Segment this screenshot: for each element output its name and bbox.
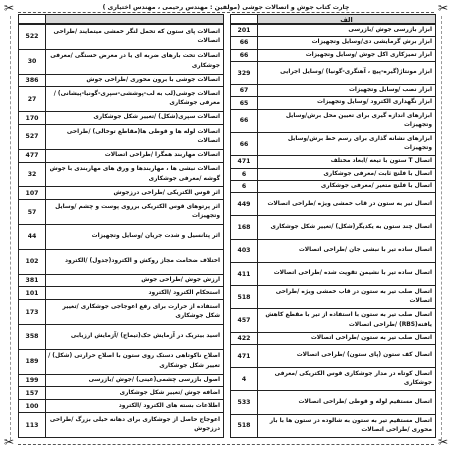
table-row [231,240,435,263]
row-page-number: 27 [19,87,46,111]
row-page-number: 522 [19,25,46,49]
table-row [19,413,223,438]
row-title-text: اتصال با فلنچ متغیر /معرفی جوشکاری [320,182,432,189]
table-row [19,200,223,225]
row-title-text: اثر پتانسیل و شدت جریان /وسایل وتجهیزات [91,233,220,240]
row-page-number: 65 [231,97,258,108]
table-row [19,325,223,350]
row-title-text: اضافه جوش /تغییر شکل جوشکاری [119,389,220,396]
row-title [258,85,435,96]
left-header-num [18,14,45,24]
row-title-text: ابزار نصب /وسایل وتجهیزات [348,87,432,94]
row-page-number: 411 [231,263,258,285]
table-row [231,97,435,109]
cut-line-right [441,16,442,440]
row-title-text: اتصال ساده تیر با نشیمن تقویت شده /طراحی اتصالات [273,270,432,277]
row-title [46,275,223,287]
row-title-text: اتصال تیر به ستون در قاب خمشی ویژه /طراحی اتصالات [267,200,432,207]
row-page-number: 471 [231,345,258,367]
table-row [19,350,223,375]
row-title-text: اتصال چند ستون به یکدیگر(شکل) /تغییر شکل جوشکاری [270,223,432,230]
cut-line-left [10,16,11,440]
left-header-title [45,14,224,24]
left-column [18,14,224,438]
table-row [231,286,435,309]
table-row [231,415,435,438]
row-title-text: اتصالات لوله ها و قوطی ها(مقاطع توخالی) /طراحی اتصالات [66,128,220,144]
row-title-text: اسید بیتریک در آزمایش حک(تیماج) /آزمایش ارزیابی [70,333,220,340]
row-page-number: 66 [231,133,258,155]
row-page-number: 100 [19,400,46,412]
row-title [258,156,435,167]
row-title-text: استفاده از حرارت برای رفع اعوجاجی جوشکاری /تغییر شکل جوشکاری [62,303,220,320]
table-row [19,75,223,88]
row-page-number: 168 [231,216,258,238]
row-title [46,387,223,399]
row-title-text: اثر پرتوهای قوس الکتریکی برروی پوست و چشم /وسایل وتجهیزات [55,203,220,220]
row-title [46,287,223,299]
row-title [46,125,223,149]
row-page-number: 329 [231,62,258,84]
row-title-text: اتصال صلب تیر به ستون /طراحی اتصالات [310,334,432,341]
row-title [46,300,223,324]
table-row [231,37,435,49]
row-page-number: 6 [231,169,258,180]
table-row [231,181,435,193]
table-row [19,275,223,288]
row-page-number: 157 [19,387,46,399]
table-row [231,156,435,168]
right-column [230,14,436,438]
table-row [19,163,223,188]
row-title-text: ابزار مونتاژ(گیره-پیچ ، آهنگری-گونیا) /وسایل اجرایی [280,69,432,76]
row-title [258,25,435,36]
scissors-icon: ✂ [437,435,448,449]
row-title-text: اتصالات سپری(شکل) /تغییر شکل جوشکاری [93,114,220,121]
row-title [46,200,223,224]
row-page-number: 44 [19,225,46,249]
row-page-number: 201 [231,25,258,36]
scissors-icon: ✂ [4,435,15,449]
row-page-number: 403 [231,240,258,262]
row-title-text: ابزار بازرسی جوش /بازرسی [348,27,432,33]
row-page-number: 449 [231,193,258,215]
table-row [231,85,435,97]
row-page-number: 457 [231,309,258,331]
row-title [46,225,223,249]
table-row [231,193,435,216]
table-row [19,300,223,325]
row-title-text: اتصال با فلنچ ثابت /معرفی جوشکاری [323,170,432,177]
row-title [258,368,435,390]
row-page-number: 67 [231,85,258,96]
row-page-number: 66 [231,37,258,48]
table-row [231,50,435,62]
row-title-text: اطلاعات بسته های الکترود /الکترود [118,402,220,409]
table-row [231,110,435,133]
cut-line-bottom [18,444,434,445]
row-title [46,350,223,374]
row-title [258,345,435,367]
row-title-text: اتصالات تحت بارهای ضربه ای یا در معرض خستگی /معرفی جوشکاری [50,53,220,69]
row-title [46,150,223,162]
row-title [46,325,223,349]
row-title-text: ابزارهای اندازه گیری برای تعیین محل برش/وسایل وتجهیزات [285,112,432,128]
table-row [19,24,223,50]
table-row [19,125,223,150]
row-page-number: 471 [231,156,258,167]
row-page-number: 189 [19,350,46,374]
row-title [46,112,223,124]
row-title-text: اصلاح ناکوتاهی دستک روی ستون با اصلاح حرارتی (شکل) /تغییر شکل جوشکاری [48,353,220,369]
row-title-text: اتصالات جوشی با برون محوری /طراحی جوش [86,76,220,83]
table-row [19,187,223,200]
row-page-number: 533 [231,391,258,413]
table-row [231,24,435,37]
page-title: چارت کتاب جوش و اتصالات جوشی (مولفین : مهندس رحیمی ، مهندس اختیاری ) [102,4,350,11]
row-title [46,400,223,412]
row-page-number: 381 [19,275,46,287]
row-title [258,391,435,413]
row-title [258,110,435,132]
row-page-number: 358 [19,325,46,349]
row-page-number: 102 [19,250,46,274]
table-row [19,50,223,75]
row-title-text: اتصال مستقیم تیر به ستون به شالوده در ستون ها با بار محوری /طراحی اتصالات [269,417,432,433]
table-row [231,169,435,181]
row-title [258,193,435,215]
table-row [231,263,435,286]
row-title [46,413,223,437]
table-row [19,150,223,163]
row-title [258,216,435,238]
row-title-text: اتصال صلب تیر به ستون با استفاده از تیر با مقطع کاهش یافته(RBS) /طراحی اتصالات [265,312,432,328]
row-page-number: 518 [231,415,258,437]
row-page-number: 4 [231,368,258,390]
table-row [19,375,223,388]
row-title [46,250,223,274]
row-title [258,133,435,155]
row-title [258,50,435,61]
row-title-text: ابزارهای نشانه گذاری برای رسم خط برش/وسایل وتجهیزات [287,135,432,152]
row-title-text: اتصال ساده تیر با نبشی جان /طراحی اتصالات [298,247,432,254]
row-title-text: اعوجاج حاصل از جوشکاری برای دهانه خیلی بزرگ /طراحی درزجوش [49,416,220,432]
right-header-title: الف [257,14,436,24]
row-title-text: ابزار تمیزکاری اکل جوش /وسایل وتجهیزات [305,51,432,58]
row-title-text: اتصال T ستون با تیغه /ابعاد مختلف [330,158,432,165]
row-title [258,286,435,308]
row-title-text: اتصال صلب تیر به ستون در قاب خمشی ویژه /طراحی اتصالات [275,288,432,305]
table-row [231,345,435,368]
left-rows [18,24,224,438]
row-page-number: 422 [231,333,258,344]
row-page-number: 107 [19,187,46,199]
table-row [231,391,435,414]
row-page-number: 477 [19,150,46,162]
row-title [46,25,223,49]
row-title [258,169,435,180]
row-title [46,87,223,111]
row-page-number: 518 [231,286,258,308]
scissors-icon: ✂ [4,1,15,15]
row-page-number: 66 [231,50,258,61]
row-title [46,187,223,199]
table-row [231,333,435,345]
table-row [19,87,223,112]
row-title-text: ابزار برش گرمایشی دی/وسایل وتجهیزات [311,39,432,46]
row-title [258,181,435,192]
row-title-text: استحکام الکترود /الکترود [148,289,220,296]
row-page-number: 66 [231,110,258,132]
row-title [46,375,223,387]
row-page-number: 173 [19,300,46,324]
row-title [258,333,435,344]
row-page-number: 199 [19,375,46,387]
row-page-number: 30 [19,50,46,74]
row-title-text: اتصالات پای ستون که تحمل لنگر خمشی میتمایند /طراحی اتصالات [53,28,220,44]
left-column-header [18,14,224,24]
table-row [19,287,223,300]
row-title-text: ارزش جوش /طراحی جوش [141,276,220,283]
table-row [231,309,435,332]
row-title [46,163,223,187]
table-row [19,225,223,250]
row-title [258,240,435,262]
row-title-text: اثر قوس الکتریکی /طراحی درزجوش [113,189,220,196]
table-row [231,133,435,156]
row-page-number: 527 [19,125,46,149]
table-row [19,387,223,400]
row-page-number: 170 [19,112,46,124]
row-title-text: اتصالات مهاربند همگرا /طراحی اتصالات [104,152,220,159]
row-title-text: ابزار نگهداری الکترود /وسایل وتجهیزات [317,99,432,106]
row-page-number: 6 [231,181,258,192]
row-title [258,309,435,331]
table-row [19,400,223,413]
row-page-number: 101 [19,287,46,299]
row-title-text: اتصال مستقیم لوله و قوطی /طراحی اتصالات [298,398,432,405]
right-rows [230,24,436,438]
right-header-num [230,14,257,24]
table-row [231,62,435,85]
right-column-header [230,14,436,24]
row-page-number: 113 [19,413,46,437]
row-title-text: اتصال کوتاه در مدار جوشکاری قوس الکتریکی /معرفی جوشکاری [274,371,432,387]
row-title [258,62,435,84]
row-title [258,37,435,48]
row-title [258,415,435,437]
row-title-text: اتصالات جوشی(لب به لب-پوششی-سپری-گونیا-پیشانی) /معرفی جوشکاری [53,90,220,107]
row-title-text: اتصالات نبشی ها ، مهاربندها و ورق های مهاربندی با جوش گوشه /معرفی جوشکاری [49,166,220,182]
table-row [231,368,435,391]
row-title-text: اختلاف ضخامت مجاز روکش و الکترود(جدول) /الکترود [64,257,220,264]
row-title [46,75,223,87]
table-row [19,250,223,275]
table-row [19,112,223,125]
row-page-number: 57 [19,200,46,224]
row-title [258,263,435,285]
row-page-number: 386 [19,75,46,87]
scissors-icon: ✂ [437,1,448,15]
table-row [231,216,435,239]
row-title-text: اتصال کف ستون (پای ستون) /طراحی اتصالات [296,352,432,359]
row-title [258,97,435,108]
row-title-text: اصول بازرسی چشمی(عینی) /جوش /بازرسی [88,376,220,383]
row-title [46,50,223,74]
row-page-number: 32 [19,163,46,187]
